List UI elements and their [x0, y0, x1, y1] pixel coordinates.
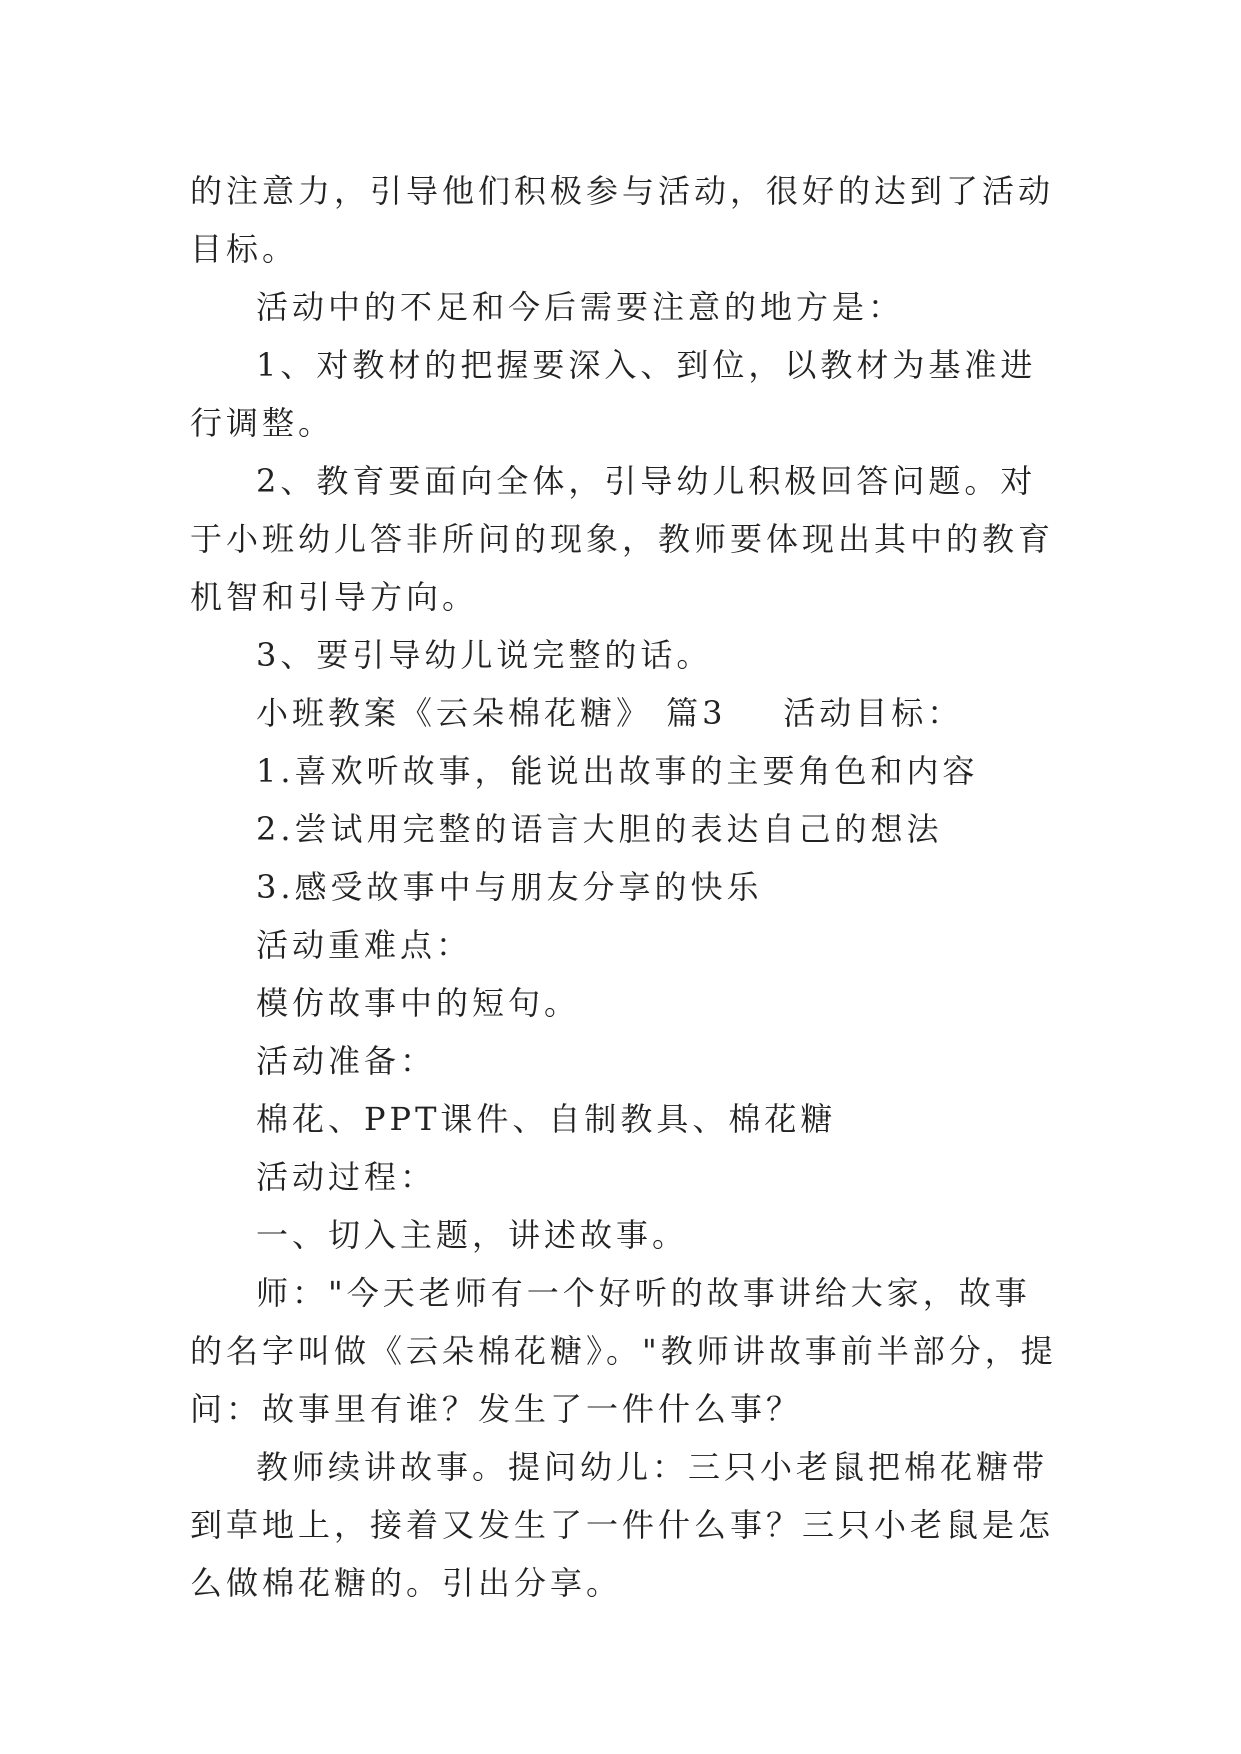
- paragraph: 活动中的不足和今后需要注意的地方是：: [256, 288, 905, 326]
- section-heading: 活动过程：: [256, 1158, 437, 1196]
- list-item: 3.感受故事中与朋友分享的快乐: [256, 868, 763, 906]
- section-heading: 活动准备：: [256, 1042, 437, 1080]
- section-heading: 小班教案《云朵棉花糖》 篇3 活动目标：: [256, 694, 964, 732]
- paragraph: 棉花、PPT课件、自制教具、棉花糖: [256, 1100, 837, 1138]
- paragraph: 模仿故事中的短句。: [256, 984, 581, 1022]
- list-item: 1.喜欢听故事，能说出故事的主要角色和内容: [256, 752, 979, 790]
- paragraph: 教师续讲故事。提问幼儿：三只小老鼠把棉花糖带到草地上，接着又发生了一件什么事？三只小老鼠是怎么做棉花糖的。引出分享。: [190, 1448, 1055, 1602]
- paragraph: 师："今天老师有一个好听的故事讲给大家，故事的名字叫做《云朵棉花糖》。"教师讲故事前半部分，提问：故事里有谁？发生了一件什么事？: [190, 1274, 1057, 1428]
- paragraph: 的注意力，引导他们积极参与活动，很好的达到了活动目标。: [190, 172, 1055, 268]
- paragraph: 2、教育要面向全体，引导幼儿积极回答问题。对于小班幼儿答非所问的现象，教师要体现出其中的教育机智和引导方向。: [190, 462, 1055, 616]
- section-heading: 活动重难点：: [256, 926, 473, 964]
- paragraph: 3、要引导幼儿说完整的话。: [256, 636, 713, 674]
- list-item: 2.尝试用完整的语言大胆的表达自己的想法: [256, 810, 943, 848]
- paragraph: 一、切入主题，讲述故事。: [256, 1216, 689, 1254]
- paragraph: 1、对教材的把握要深入、到位，以教材为基准进行调整。: [190, 346, 1037, 442]
- document-body: [190, 162, 1060, 1612]
